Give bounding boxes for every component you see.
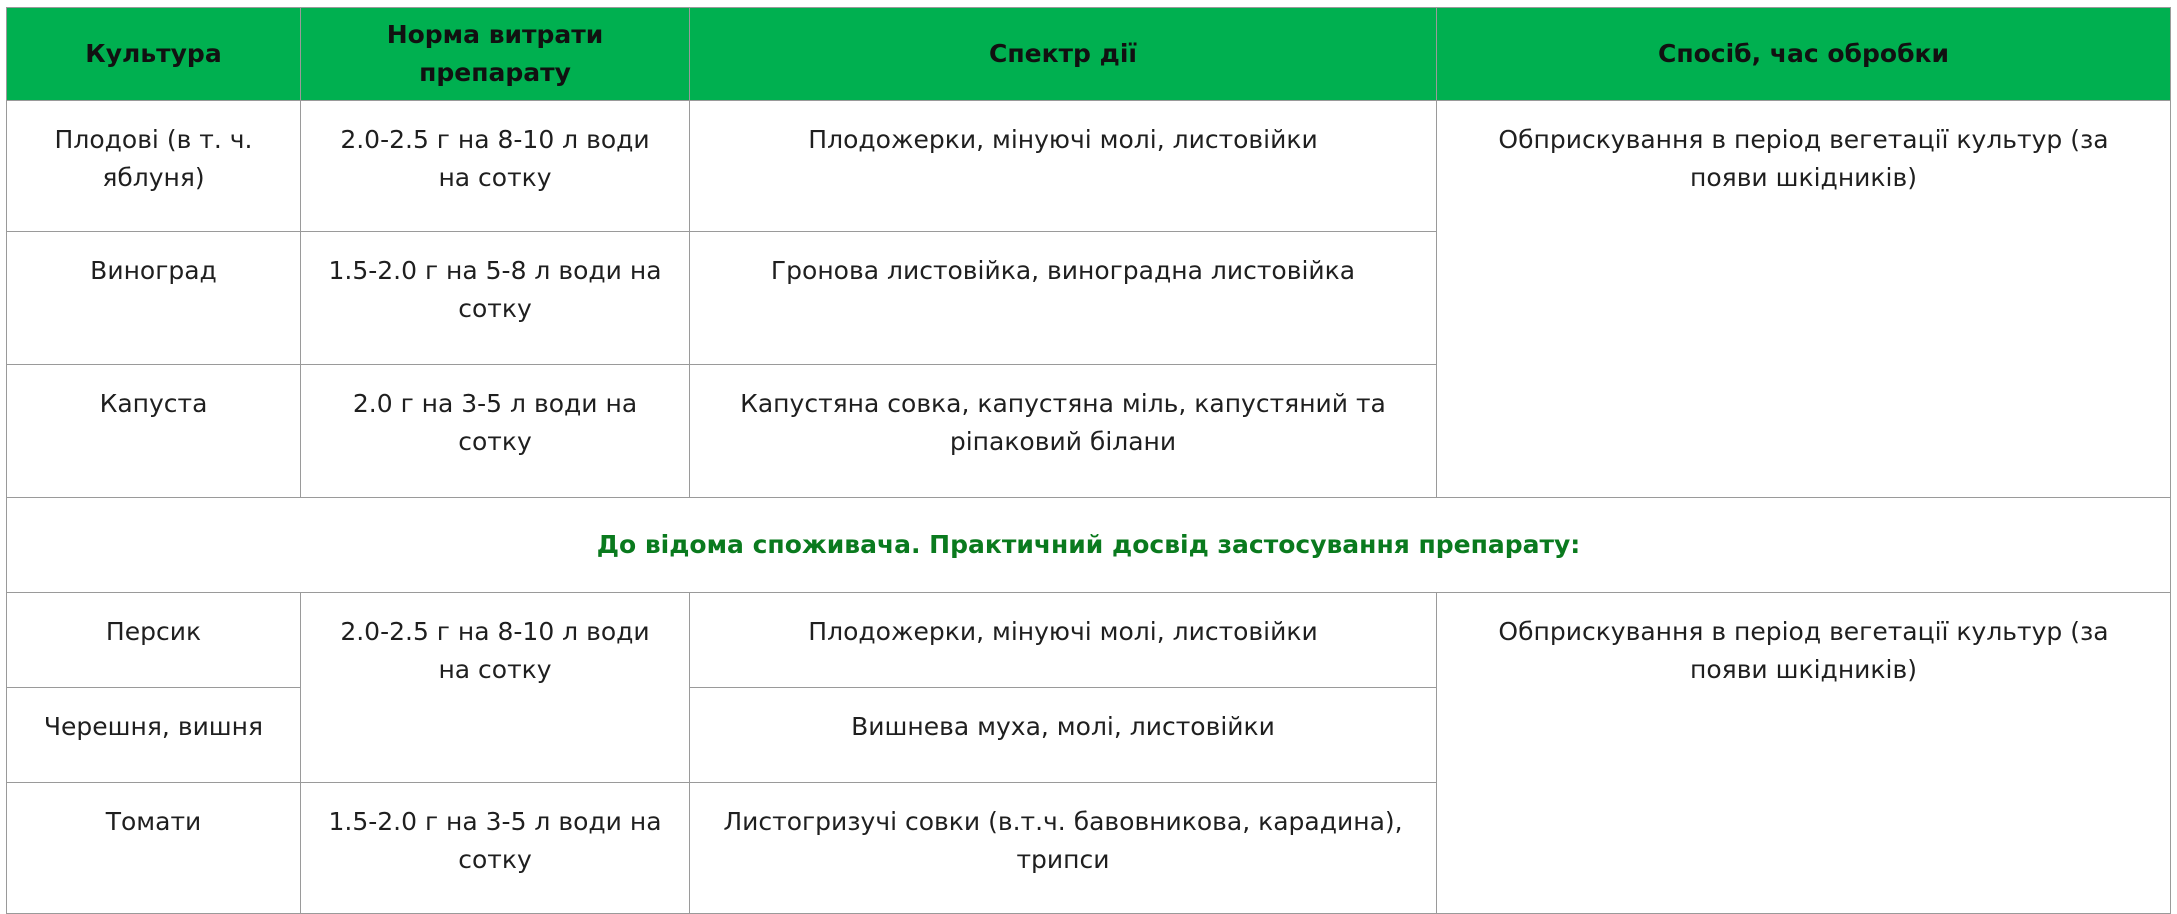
cell-spectrum: Капустяна совка, капустяна міль, капустяний та ріпаковий білани [690,365,1437,498]
cell-rate: 2.0 г на 3-5 л води на сотку [301,365,690,498]
cell-crop: Томати [7,783,301,914]
cell-crop: Плодові (в т. ч. яблуня) [7,101,301,232]
cell-spectrum: Гронова листовійка, виноградна листовійка [690,232,1437,365]
cell-rate: 2.0-2.5 г на 8-10 л води на сотку [301,593,690,783]
cell-rate: 2.0-2.5 г на 8-10 л води на сотку [301,101,690,232]
table-note-row [7,498,2171,593]
cell-crop: Черешня, вишня [7,688,301,783]
cell-crop: Персик [7,593,301,688]
header-spectrum: Спектр дії [690,8,1437,101]
table-row [7,101,2171,232]
table-wrapper [6,7,2171,914]
cell-spectrum: Плодожерки, мінуючі молі, листовійки [690,593,1437,688]
consumer-note: До відома споживача. Практичний досвід застосування препарату: [7,498,2171,593]
table-header-row [7,8,2171,101]
usage-table [6,7,2171,914]
cell-spectrum: Листогризучі совки (в.т.ч. бавовникова, карадина), трипси [690,783,1437,914]
cell-spectrum: Вишнева муха, молі, листовійки [690,688,1437,783]
header-method: Спосіб, час обробки [1437,8,2171,101]
cell-rate: 1.5-2.0 г на 3-5 л води на сотку [301,783,690,914]
table-row [7,593,2171,688]
cell-rate: 1.5-2.0 г на 5-8 л води на сотку [301,232,690,365]
cell-method: Обприскування в період вегетації культур (за появи шкідників) [1437,101,2171,498]
header-crop: Культура [7,8,301,101]
header-rate: Норма витрати препарату [301,8,690,101]
cell-method: Обприскування в період вегетації культур (за появи шкідників) [1437,593,2171,914]
cell-crop: Виноград [7,232,301,365]
cell-crop: Капуста [7,365,301,498]
cell-spectrum: Плодожерки, мінуючі молі, листовійки [690,101,1437,232]
